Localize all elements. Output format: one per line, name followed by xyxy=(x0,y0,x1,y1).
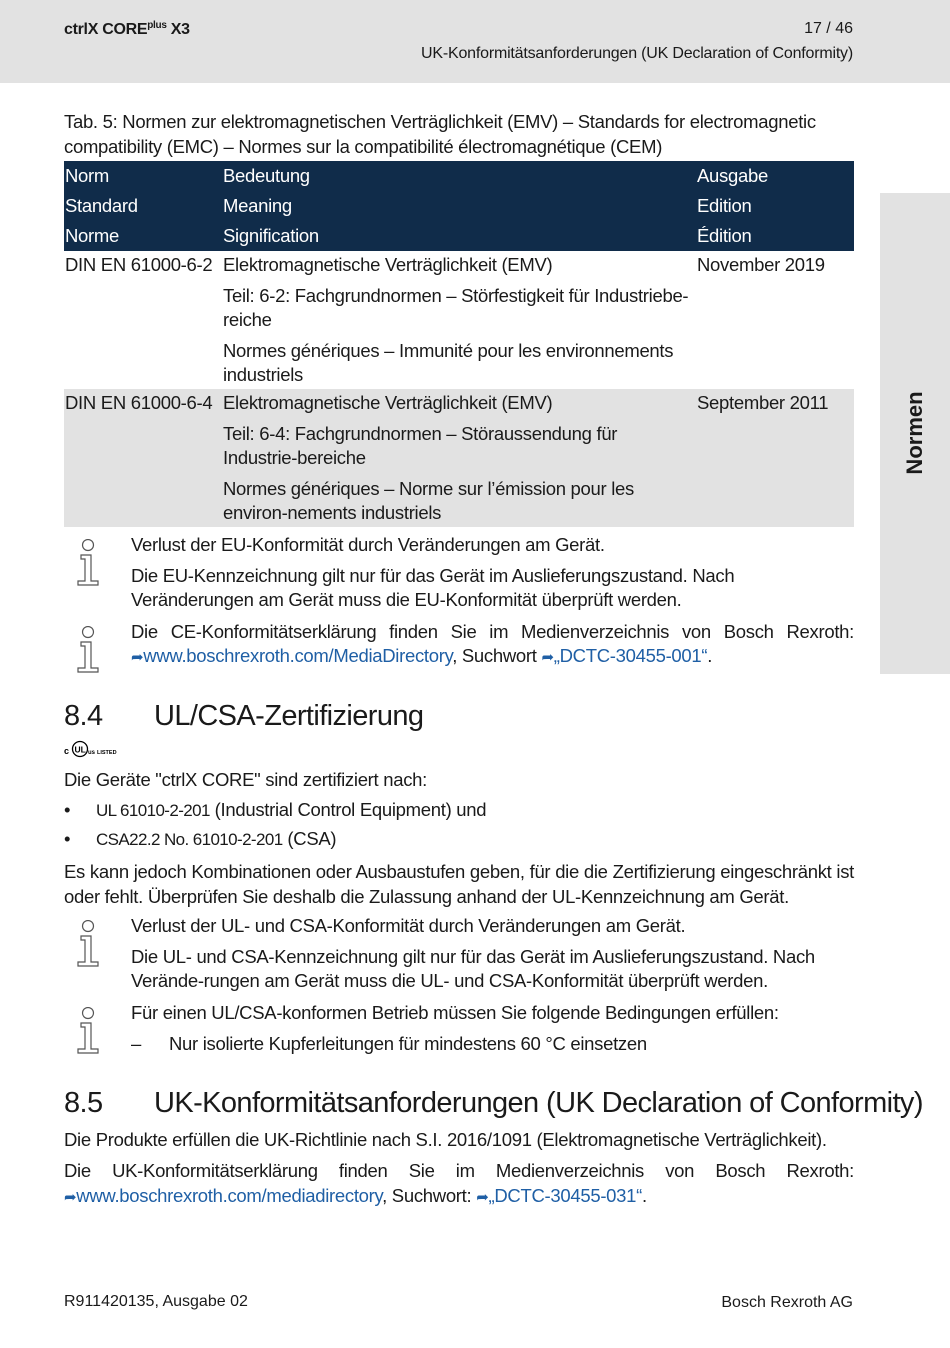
standard-code: CSA22.2 No. 61010-2-201 xyxy=(96,830,283,849)
info-note-ce xyxy=(64,620,854,670)
paragraph-text: Die UK-Konformitätserklärung finden Sie im Medienverzeichnis von Bosch Rexroth: xyxy=(64,1160,854,1181)
chapter-side-tab-label: Normen xyxy=(902,391,927,475)
header-cell: Meaning xyxy=(222,191,696,221)
bullet-dot: • xyxy=(64,799,71,820)
svg-text:UL: UL xyxy=(74,744,86,755)
section-title: UK-Konformitätsanforderungen (UK Declaration of Conformity) xyxy=(154,1087,923,1119)
meaning-part: Teil: 6-2: Fachgrundnormen – Störfestigkeit für Industriebe-reiche xyxy=(223,285,689,330)
header-cell: Édition xyxy=(696,221,854,251)
meaning-cell xyxy=(222,251,696,389)
note-text: Die UL- und CSA-Kennzeichnung gilt nur für das Gerät im Auslieferungszustand. Nach Verände-rungen am Gerät muss die UL- und CSA-Konformität überprüft werden. xyxy=(131,946,815,991)
link-arrow-icon: ➦ xyxy=(541,649,554,666)
media-directory-link[interactable]: www.boschrexroth.com/MediaDirectory xyxy=(143,645,453,666)
info-note-eu xyxy=(64,533,854,612)
info-icon xyxy=(72,539,104,587)
norm-cell: DIN EN 61000-6-2 xyxy=(65,254,213,275)
bullet-dot: • xyxy=(64,828,71,849)
note-text: Die EU-Kennzeichnung gilt nur für das Gerät im Auslieferungszustand. Nach Veränderungen am Gerät muss die EU-Konformität überprüft werden. xyxy=(131,565,735,610)
section-title: UL/CSA-Zertifizierung xyxy=(154,700,424,732)
footer-company: Bosch Rexroth AG xyxy=(721,1294,853,1311)
standard-code: UL 61010-2-201 xyxy=(96,801,210,820)
link-arrow-icon: ➦ xyxy=(131,649,144,666)
edition-cell: September 2011 xyxy=(696,389,854,527)
note-text-mid: , Suchwort xyxy=(452,645,542,666)
bullet-text: (CSA) xyxy=(282,828,337,849)
info-note-conditions xyxy=(64,1001,854,1056)
note-text: Die CE-Konformitätserklärung finden Sie im Medienverzeichnis von Bosch Rexroth: xyxy=(131,621,854,642)
note-links-line xyxy=(131,644,854,670)
link-arrow-icon: ➦ xyxy=(64,1189,77,1206)
bullet-item xyxy=(64,799,486,821)
svg-text:LISTED: LISTED xyxy=(97,750,117,756)
section-number: 8.5 xyxy=(64,1087,103,1119)
bullet-text: (Industrial Control Equipment) und xyxy=(209,799,487,820)
page-header xyxy=(0,0,950,83)
meaning-de: Elektromagnetische Verträglichkeit (EMV) xyxy=(223,392,553,413)
svg-text:c: c xyxy=(64,746,70,756)
info-icon xyxy=(72,626,104,674)
meaning-cell xyxy=(222,389,696,527)
meaning-fr: Normes génériques – Norme sur l’émission pour les environ-nements industriels xyxy=(223,478,634,523)
product-title: ctrlX $CORE^{plus}$ X3 xyxy=(64,20,190,38)
note-text-end: . xyxy=(707,645,713,666)
meaning-part: Teil: 6-4: Fachgrundnormen – Störaussendung für Industrie-bereiche xyxy=(223,423,618,468)
table-caption: Tab. 5: Normen zur elektromagnetischen Verträglichkeit (EMV) – Standards for electromagnetic compatibility (EMC) – Normes sur la compatibilité électromagnétique (CEM) xyxy=(64,111,816,157)
section-heading-8-5 xyxy=(64,1087,923,1120)
section-number: 8.4 xyxy=(64,700,103,732)
section-paragraph: Es kann jedoch Kombinationen oder Ausbaustufen geben, für die die Zertifizierung eingeschränkt ist oder fehlt. Überprüfen Sie deshalb die Zulassung anhand der UL-Kennzeichnung am Gerät. xyxy=(64,861,854,907)
info-icon xyxy=(72,920,104,968)
section-heading-8-4 xyxy=(64,700,423,733)
norm-cell: DIN EN 61000-6-4 xyxy=(64,389,222,527)
edition-cell: November 2019 xyxy=(697,254,825,275)
info-note-ul xyxy=(64,914,854,993)
table-header-row xyxy=(64,161,854,191)
header-cell: Norme xyxy=(64,221,222,251)
bullet-item xyxy=(64,828,336,850)
meaning-fr: Normes génériques – Immunité pour les environnements industriels xyxy=(223,340,674,385)
paragraph-text-mid: , Suchwort: xyxy=(382,1185,477,1206)
keyword-link[interactable]: „DCTC-30455-001“ xyxy=(553,645,708,666)
media-directory-link[interactable]: www.boschrexroth.com/mediadirectory xyxy=(76,1185,383,1206)
condition-item xyxy=(131,1032,854,1056)
header-cell: Norm xyxy=(64,161,222,191)
header-cell: Signification xyxy=(222,221,696,251)
footer-doc-number: R911420135, Ausgabe 02 xyxy=(64,1293,248,1310)
table-row xyxy=(64,251,854,389)
emc-standards-table xyxy=(64,161,854,527)
note-title: Für einen UL/CSA-konformen Betrieb müssen Sie folgende Bedingungen erfüllen: xyxy=(131,1002,779,1023)
table-header-row xyxy=(64,221,854,251)
header-cell: Edition xyxy=(696,191,854,221)
keyword-link[interactable]: „DCTC-30455-031“ xyxy=(488,1185,643,1206)
note-title: Verlust der EU-Konformität durch Veränderungen am Gerät. xyxy=(131,534,605,555)
paragraph-links-line xyxy=(64,1183,854,1210)
info-icon xyxy=(72,1007,104,1055)
note-title: Verlust der UL- und CSA-Konformität durch Veränderungen am Gerät. xyxy=(131,915,686,936)
table-header-row xyxy=(64,191,854,221)
section-paragraph: Die Produkte erfüllen die UK-Richtlinie nach S.I. 2016/1091 (Elektromagnetische Verträglichkeit). xyxy=(64,1129,827,1150)
link-arrow-icon: ➦ xyxy=(476,1189,489,1206)
header-cell: Ausgabe xyxy=(696,161,854,191)
table-row xyxy=(64,389,854,527)
svg-text:us: us xyxy=(88,750,96,756)
meaning-de: Elektromagnetische Verträglichkeit (EMV) xyxy=(223,254,553,275)
header-cell: Bedeutung xyxy=(222,161,696,191)
page-number: 17 / 46 xyxy=(804,20,853,37)
section-paragraph-link xyxy=(64,1158,854,1210)
dash-marker: – xyxy=(131,1033,141,1054)
header-cell: Standard xyxy=(64,191,222,221)
paragraph-text-end: . xyxy=(642,1185,647,1206)
section-intro: Die Geräte "ctrlX CORE" sind zertifiziert nach: xyxy=(64,769,427,790)
header-section-title: UK-Konformitätsanforderungen (UK Declaration of Conformity) xyxy=(421,45,853,62)
ul-listed-logo xyxy=(64,739,122,759)
condition-text: Nur isolierte Kupferleitungen für mindestens 60 °C einsetzen xyxy=(169,1033,647,1054)
